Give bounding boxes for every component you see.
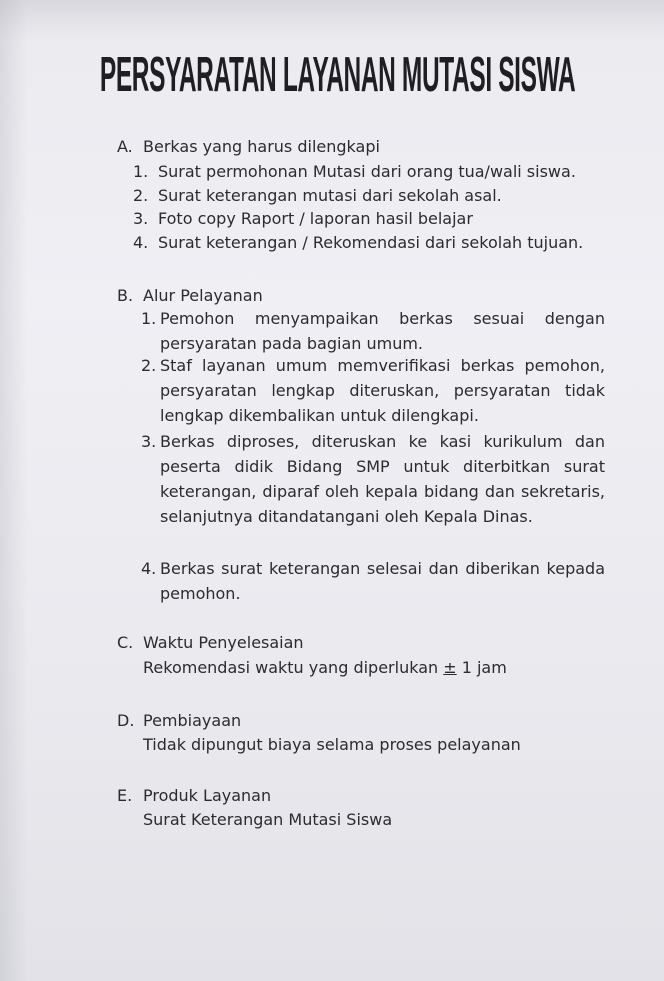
item-text: Surat keterangan / Rekomendasi dari sekolah tujuan. — [158, 233, 584, 252]
section-letter: E. — [117, 786, 133, 805]
item-text: Berkas surat keterangan selesai dan diberikan kepada pemohon. — [160, 559, 605, 603]
item-text: Surat keterangan mutasi dari sekolah asal. — [158, 186, 502, 205]
item-text: Berkas diproses, diteruskan ke kasi kurikulum dan peserta didik Bidang SMP untuk diterbitkan surat keterangan, diparaf oleh kepala bidang dan sekretaris, selanjutnya ditandatangani oleh Kepala Dinas. — [160, 432, 605, 526]
list-item — [141, 429, 605, 529]
duration-text: Rekomendasi waktu yang diperlukan — [143, 658, 444, 677]
section-title: Alur Pelayanan — [143, 286, 263, 305]
section-e-heading — [117, 784, 271, 808]
item-number: 3. — [133, 209, 149, 228]
item-number: 2. — [133, 186, 149, 205]
section-title: Waktu Penyelesaian — [143, 633, 304, 652]
section-e-text: Surat Keterangan Mutasi Siswa — [143, 810, 393, 829]
item-text: Pemohon menyampaikan berkas sesuai dengan persyaratan pada bagian umum. — [160, 309, 605, 353]
page-shadow — [0, 0, 28, 981]
page-title: PERSYARATAN LAYANAN MUTASI SISWA — [99, 47, 576, 103]
section-letter: C. — [117, 633, 134, 652]
item-number: 1. — [133, 162, 149, 181]
list-item — [133, 207, 473, 231]
duration-value: 1 jam — [456, 658, 507, 677]
section-title: Produk Layanan — [143, 786, 272, 805]
plus-minus-symbol: ± — [443, 658, 457, 677]
item-text: Surat permohonan Mutasi dari orang tua/wali siswa. — [158, 162, 576, 181]
section-letter: A. — [117, 137, 133, 156]
item-number: 2. — [141, 356, 157, 375]
item-text: Staf layanan umum memverifikasi berkas pemohon, persyaratan lengkap diteruskan, persyaratan tidak lengkap dikembalikan untuk dilengkapi. — [160, 356, 605, 425]
section-a-heading — [117, 135, 380, 159]
item-number: 4. — [133, 233, 149, 252]
section-letter: D. — [117, 711, 135, 730]
section-c-heading — [117, 631, 304, 655]
item-number: 4. — [141, 559, 157, 578]
section-letter: B. — [117, 286, 134, 305]
list-item — [141, 556, 605, 606]
item-number: 3. — [141, 432, 157, 451]
list-item — [133, 160, 576, 184]
section-b-heading — [117, 284, 263, 308]
section-d-text: Tidak dipungut biaya selama proses pelayanan — [143, 735, 521, 754]
list-item — [133, 184, 502, 208]
list-item — [141, 306, 605, 356]
section-d-heading — [117, 709, 241, 733]
item-number: 1. — [141, 309, 157, 328]
item-text: Foto copy Raport / laporan hasil belajar — [158, 209, 473, 228]
section-title: Pembiayaan — [143, 711, 242, 730]
list-item — [133, 231, 583, 255]
section-title: Berkas yang harus dilengkapi — [143, 137, 380, 156]
section-c-text — [143, 656, 507, 680]
list-item — [141, 353, 605, 428]
